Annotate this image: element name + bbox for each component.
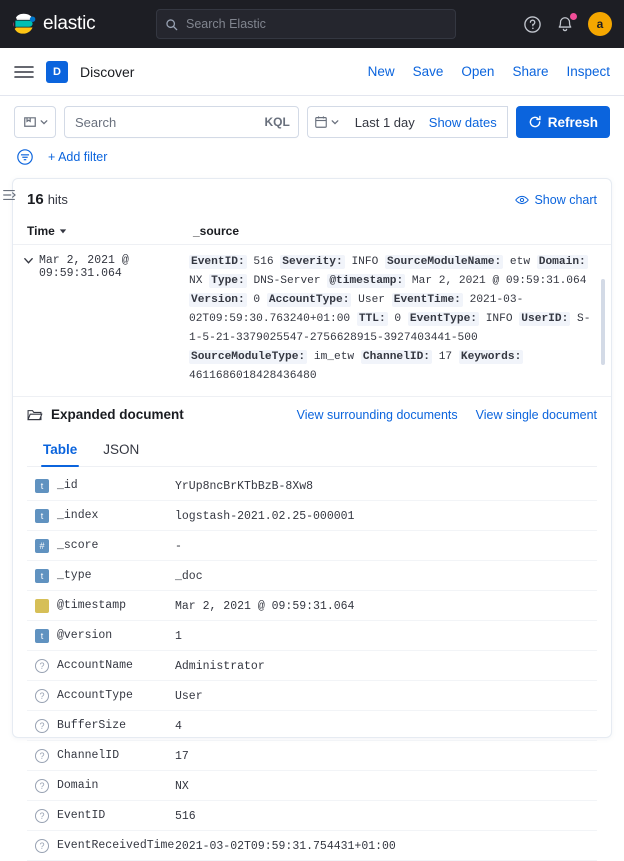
show-dates-button[interactable]: Show dates	[428, 114, 497, 130]
eye-icon	[515, 194, 529, 206]
hits-label: hits	[47, 192, 68, 207]
new-button[interactable]: New	[367, 64, 395, 79]
field-type-icon: t	[35, 479, 49, 493]
field-type-cell	[27, 628, 57, 643]
field-type-icon: t	[35, 569, 49, 583]
field-type-cell	[27, 478, 57, 493]
filter-bar	[0, 144, 624, 178]
share-button[interactable]: Share	[512, 64, 549, 79]
page-title: Discover	[80, 63, 135, 80]
field-value: logstash-2021.02.25-000001	[175, 510, 355, 523]
field-row	[27, 741, 597, 771]
column-header-source: _source	[193, 224, 240, 238]
date-range-display[interactable]	[345, 106, 508, 138]
source-field-key: @timestamp:	[329, 275, 404, 287]
column-header-time-label: Time	[27, 224, 55, 238]
saved-query-button[interactable]	[14, 106, 56, 138]
search-input[interactable]	[73, 114, 258, 131]
query-language-button[interactable]: KQL	[264, 115, 290, 129]
field-row	[27, 831, 597, 861]
field-value: Administrator	[175, 660, 265, 673]
field-name: AccountName	[57, 659, 133, 672]
field-value: -	[175, 540, 182, 553]
field-value: User	[175, 690, 203, 703]
field-name: _type	[57, 569, 92, 582]
inspect-button[interactable]: Inspect	[566, 64, 610, 79]
row-source-value	[189, 253, 603, 386]
discover-main-panel	[12, 178, 612, 853]
hits-row	[13, 179, 611, 216]
avatar[interactable]: a	[588, 12, 612, 36]
document-table-header	[13, 216, 611, 245]
field-name: @timestamp	[57, 599, 127, 612]
field-type-cell	[27, 838, 57, 853]
field-row	[27, 711, 597, 741]
field-type-cell	[27, 688, 57, 703]
source-field-key: SourceModuleType:	[191, 351, 306, 363]
source-field-value: NX	[189, 275, 210, 287]
field-value: _doc	[175, 570, 203, 583]
discover-app-icon: D	[46, 61, 68, 83]
global-search-bar[interactable]	[156, 9, 456, 39]
show-chart-label: Show chart	[534, 192, 597, 207]
source-field-key: Domain:	[538, 256, 586, 268]
source-field-key: ChannelID:	[362, 351, 430, 363]
field-type-icon: t	[35, 629, 49, 643]
view-surrounding-documents-link[interactable]: View surrounding documents	[296, 407, 458, 422]
field-row	[27, 681, 597, 711]
show-chart-button[interactable]	[515, 193, 597, 207]
expanded-document-header	[13, 396, 611, 432]
field-type-icon: ?	[35, 809, 49, 823]
expanded-document-tabs	[27, 432, 597, 467]
field-type-cell	[27, 778, 57, 793]
row-time-value: Mar 2, 2021 @ 09:59:31.064	[39, 254, 129, 280]
field-type-icon	[35, 599, 49, 613]
tab-table[interactable]: Table	[41, 432, 79, 466]
source-field-value: etw	[503, 256, 537, 268]
query-bar	[0, 96, 624, 144]
source-field-key: Type:	[211, 275, 245, 287]
field-row	[27, 471, 597, 501]
field-name: EventReceivedTime	[57, 839, 175, 852]
field-row	[27, 621, 597, 651]
tab-json[interactable]: JSON	[103, 442, 140, 457]
save-button[interactable]: Save	[412, 64, 444, 79]
table-row[interactable]	[13, 245, 611, 396]
field-type-icon: #	[35, 539, 49, 553]
source-field-value: 516	[246, 256, 281, 268]
source-field-key: AccountType:	[268, 294, 350, 306]
field-value: 2021-03-02T09:59:31.754431+01:00	[175, 840, 396, 853]
field-type-icon: ?	[35, 749, 49, 763]
source-field-value: INFO	[344, 256, 386, 268]
source-field-value: im_etw	[307, 351, 361, 363]
view-single-document-link[interactable]: View single document	[475, 407, 597, 422]
expanded-document-title: Expanded document	[51, 407, 184, 422]
field-value: YrUp8ncBrKTbBzB-8Xw8	[175, 480, 314, 493]
filter-options-icon[interactable]	[14, 146, 36, 168]
source-field-value: 17	[432, 351, 459, 363]
source-field-value: User	[351, 294, 392, 306]
source-field-key: Keywords:	[460, 351, 522, 363]
field-row	[27, 771, 597, 801]
field-name: @version	[57, 629, 113, 642]
field-type-icon: ?	[35, 659, 49, 673]
elastic-logo-icon	[14, 13, 36, 35]
field-type-cell	[27, 748, 57, 763]
document-field-table	[13, 467, 611, 861]
field-type-cell	[27, 658, 57, 673]
source-field-value: S-1-5-21-3379025547-2756628915-3927403441-500	[189, 313, 591, 344]
source-scrollbar[interactable]	[601, 279, 605, 365]
field-type-icon: ?	[35, 689, 49, 703]
field-row	[27, 801, 597, 831]
field-value: 516	[175, 810, 196, 823]
menu-icon[interactable]	[14, 65, 34, 79]
field-name: BufferSize	[57, 719, 127, 732]
open-button[interactable]: Open	[461, 64, 495, 79]
source-field-key: EventTime:	[393, 294, 461, 306]
add-filter-button[interactable]: + Add filter	[48, 150, 108, 164]
field-type-cell	[27, 508, 57, 523]
sort-desc-icon	[59, 227, 67, 235]
field-type-cell	[27, 538, 57, 553]
refresh-label: Refresh	[547, 114, 598, 130]
sidebar-collapse-icon[interactable]	[1, 187, 17, 203]
field-name: _id	[57, 479, 78, 492]
field-value: 1	[175, 630, 182, 643]
source-field-value: 0	[246, 294, 267, 306]
column-header-time[interactable]	[27, 224, 193, 238]
source-field-key: EventID:	[191, 256, 245, 268]
field-type-cell	[27, 598, 57, 613]
source-field-key: TTL:	[358, 313, 386, 325]
field-type-icon: t	[35, 509, 49, 523]
field-type-cell	[27, 568, 57, 583]
header-actions	[368, 64, 610, 79]
expanded-document-links	[297, 408, 597, 422]
field-row	[27, 591, 597, 621]
field-name: Domain	[57, 779, 99, 792]
help-icon[interactable]	[523, 15, 542, 34]
field-type-icon: ?	[35, 719, 49, 733]
source-field-key: EventType:	[409, 313, 477, 325]
source-field-key: Severity:	[282, 256, 343, 268]
field-name: _score	[57, 539, 99, 552]
source-field-value: 0	[387, 313, 408, 325]
source-field-value: Mar 2, 2021 @ 09:59:31.064	[405, 275, 587, 287]
date-picker-quick-select-button[interactable]	[307, 106, 345, 138]
refresh-button[interactable]	[516, 106, 610, 138]
field-name: ChannelID	[57, 749, 120, 762]
top-nav-right-actions	[523, 0, 612, 48]
field-value: 4	[175, 720, 182, 733]
field-row	[27, 561, 597, 591]
elastic-logo[interactable]	[14, 13, 95, 35]
field-row	[27, 501, 597, 531]
folder-open-icon	[27, 408, 43, 422]
search-icon	[165, 18, 178, 31]
field-type-cell	[27, 808, 57, 823]
field-name: AccountType	[57, 689, 133, 702]
notifications-icon[interactable]	[556, 15, 574, 33]
source-field-key: Version:	[191, 294, 245, 306]
expand-row-chevron-down-icon[interactable]	[17, 253, 39, 386]
field-row	[27, 531, 597, 561]
source-field-value: 2021-03-02T09:59:30.763240+01:00	[189, 294, 524, 325]
global-top-nav	[0, 0, 624, 48]
global-search-input[interactable]	[184, 16, 447, 32]
source-field-value: INFO	[479, 313, 520, 325]
query-input-wrapper[interactable]	[64, 106, 299, 138]
app-header	[0, 48, 624, 96]
date-range-label: Last 1 day	[354, 114, 415, 130]
source-field-value: 4611686018428436480	[189, 370, 317, 382]
source-field-value: DNS-Server	[246, 275, 328, 287]
field-value: NX	[175, 780, 189, 793]
field-type-icon: ?	[35, 779, 49, 793]
hits-count: 16	[27, 191, 44, 208]
field-value: 17	[175, 750, 189, 763]
source-field-key: UserID:	[521, 313, 569, 325]
field-type-icon: ?	[35, 839, 49, 853]
brand-name: elastic	[43, 13, 96, 34]
field-name: EventID	[57, 809, 106, 822]
notification-badge-dot	[570, 13, 577, 20]
field-row	[27, 651, 597, 681]
source-field-key: SourceModuleName:	[387, 256, 502, 268]
field-name: _index	[57, 509, 99, 522]
field-type-cell	[27, 718, 57, 733]
field-value: Mar 2, 2021 @ 09:59:31.064	[175, 600, 355, 613]
